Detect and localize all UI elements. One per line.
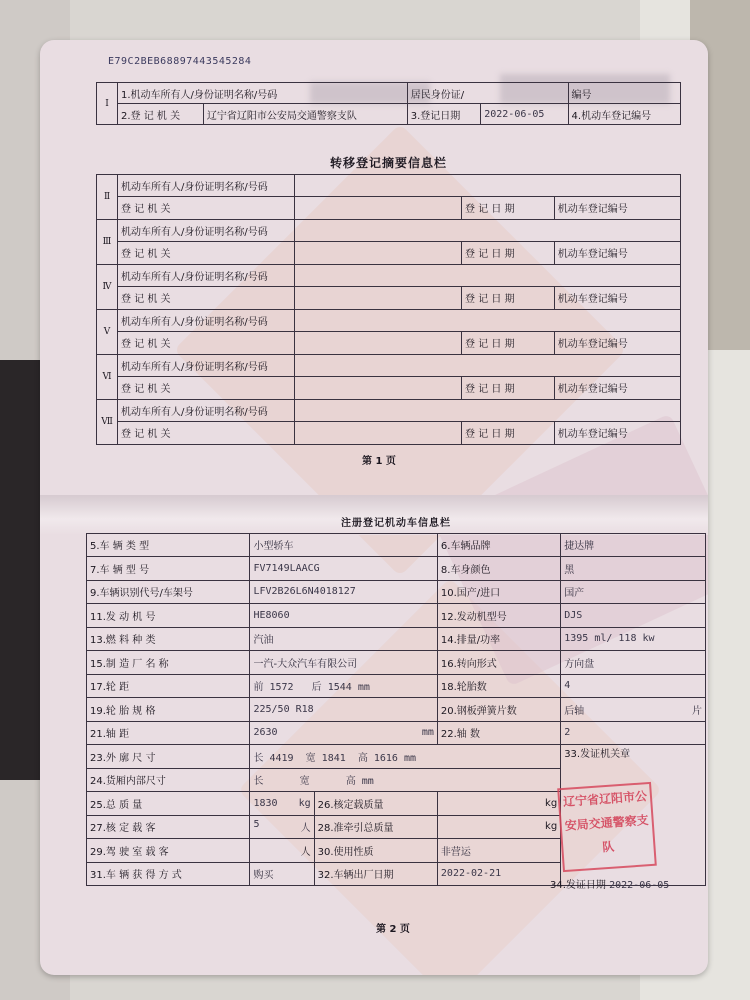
background-dark-object — [0, 360, 40, 780]
issue-date: 34.发证日期 2022-06-05 — [550, 880, 670, 891]
brand-value: 捷达牌 — [561, 533, 706, 557]
field-label: 8.车身颜色 — [437, 557, 560, 581]
field-label: 5.车 辆 类 型 — [87, 533, 250, 557]
org-value — [295, 377, 462, 400]
field-label: 20.钢板弹簧片数 — [437, 698, 560, 722]
org-value — [295, 197, 462, 220]
page-number: 第 1 页 — [362, 456, 396, 467]
org-value — [295, 287, 462, 310]
plate-label: 机动车登记编号 — [554, 287, 680, 310]
field-label: 32.车辆出厂日期 — [314, 862, 437, 886]
roman-numeral: Ⅴ — [97, 309, 118, 354]
owner-value — [295, 219, 681, 242]
owner-label: 机动车所有人/身份证明名称/号码 — [118, 309, 295, 332]
number-label: 编号 — [568, 83, 680, 104]
plate-label: 机动车登记编号 — [554, 242, 680, 265]
owner-label: 机动车所有人/身份证明名称/号码 — [118, 354, 295, 377]
registration-certificate — [40, 40, 708, 975]
usage-value: 非营运 — [437, 839, 560, 863]
axle-count-value: 2 — [561, 721, 706, 745]
spring-value: 后轴 片 — [561, 698, 706, 722]
date-label: 登 记 日 期 — [462, 422, 555, 445]
steering-value: 方向盘 — [561, 651, 706, 675]
field-label: 19.轮 胎 规 格 — [87, 698, 250, 722]
field-label: 11.发 动 机 号 — [87, 604, 250, 628]
tire-count-value: 4 — [561, 674, 706, 698]
org-label: 2.登 记 机 关 — [118, 104, 204, 125]
field-label: 10.国产/进口 — [437, 580, 560, 604]
org-label: 登 记 机 关 — [118, 377, 295, 400]
field-label: 12.发动机型号 — [437, 604, 560, 628]
field-label: 15.制 造 厂 名 称 — [87, 651, 250, 675]
vin-value: LFV2B26L6N4018127 — [250, 580, 437, 604]
org-label: 登 记 机 关 — [118, 287, 295, 310]
section-i-table — [96, 82, 681, 125]
transfer-row — [97, 332, 681, 355]
owner-label: 机动车所有人/身份证明名称/号码 — [118, 399, 295, 422]
displacement-power-value: 1395 ml/ 118 kw — [561, 627, 706, 651]
manufacturer-value: 一汽-大众汽车有限公司 — [250, 651, 437, 675]
field-label: 27.核 定 载 客 — [87, 815, 250, 839]
transfer-row — [97, 264, 681, 287]
roman-numeral: Ⅳ — [97, 264, 118, 309]
owner-value — [295, 174, 681, 197]
org-label: 登 记 机 关 — [118, 197, 295, 220]
transfer-row — [97, 377, 681, 400]
roman-numeral: Ⅵ — [97, 354, 118, 399]
field-label: 6.车辆品牌 — [437, 533, 560, 557]
date-label: 登 记 日 期 — [462, 197, 555, 220]
roman-numeral: Ⅶ — [97, 399, 118, 444]
field-label: 13.燃 料 种 类 — [87, 627, 250, 651]
transfer-summary-table — [96, 152, 681, 445]
field-label: 23.外 廓 尺 寸 — [87, 745, 250, 769]
roman-numeral: Ⅰ — [97, 83, 118, 125]
plate-label: 机动车登记编号 — [554, 377, 680, 400]
total-mass-value: 1830 kg — [250, 792, 314, 816]
plate-label: 机动车登记编号 — [554, 332, 680, 355]
org-label: 登 记 机 关 — [118, 422, 295, 445]
org-value — [295, 242, 462, 265]
field-label: 21.轴 距 — [87, 721, 250, 745]
engine-no-value: HE8060 — [250, 604, 437, 628]
roman-numeral: Ⅲ — [97, 219, 118, 264]
track-value: 前 1572 后 1544 mm — [250, 674, 437, 698]
field-label: 28.准牵引总质量 — [314, 815, 437, 839]
field-label: 18.轮胎数 — [437, 674, 560, 698]
origin-value: 国产 — [561, 580, 706, 604]
towing-mass-value: kg — [437, 815, 560, 839]
field-label: 22.轴 数 — [437, 721, 560, 745]
field-label: 7.车 辆 型 号 — [87, 557, 250, 581]
date-label: 登 记 日 期 — [462, 287, 555, 310]
transfer-row — [97, 422, 681, 445]
owner-label: 机动车所有人/身份证明名称/号码 — [118, 174, 295, 197]
seating-value: 5 人 — [250, 815, 314, 839]
transfer-row — [97, 354, 681, 377]
wheelbase-value: 2630 mm — [250, 721, 437, 745]
date-value: 2022-06-05 — [481, 104, 568, 125]
transfer-row — [97, 399, 681, 422]
org-value — [295, 332, 462, 355]
transfer-row — [97, 174, 681, 197]
date-label: 登 记 日 期 — [462, 242, 555, 265]
transfer-row — [97, 219, 681, 242]
owner-label: 机动车所有人/身份证明名称/号码 — [118, 219, 295, 242]
field-label: 31.车 辆 获 得 方 式 — [87, 862, 250, 886]
fuel-value: 汽油 — [250, 627, 437, 651]
field-label: 30.使用性质 — [314, 839, 437, 863]
transfer-row — [97, 197, 681, 220]
acquisition-value: 购买 — [250, 862, 314, 886]
field-label: 24.货厢内部尺寸 — [87, 768, 250, 792]
field-label: 29.驾 驶 室 载 客 — [87, 839, 250, 863]
transfer-row — [97, 287, 681, 310]
transfer-row — [97, 309, 681, 332]
serial-number: E79C2BEB68897443545284 — [108, 56, 252, 67]
outer-dimension-value: 长 4419 宽 1841 高 1616 mm — [250, 745, 561, 769]
field-label: 26.核定载质量 — [314, 792, 437, 816]
org-value — [295, 422, 462, 445]
page2-title: 注册登记机动车信息栏 — [341, 517, 451, 529]
plate-label: 机动车登记编号 — [554, 197, 680, 220]
owner-value — [295, 399, 681, 422]
issuing-authority-seal-cell: 33.发证机关章 — [561, 745, 706, 886]
page-number: 第 2 页 — [376, 924, 410, 935]
cab-seating-value: 人 — [250, 839, 314, 863]
date-label: 登 记 日 期 — [462, 332, 555, 355]
org-value: 辽宁省辽阳市公安局交通警察支队 — [203, 104, 407, 125]
org-label: 登 记 机 关 — [118, 242, 295, 265]
owner-value — [295, 264, 681, 287]
model-value: FV7149LAACG — [250, 557, 437, 581]
field-label: 25.总 质 量 — [87, 792, 250, 816]
field-label: 9.车辆识别代号/车架号 — [87, 580, 250, 604]
color-value: 黑 — [561, 557, 706, 581]
roman-numeral: Ⅱ — [97, 174, 118, 219]
transfer-row — [97, 242, 681, 265]
owner-label: 1.机动车所有人/身份证明名称/号码 — [118, 83, 408, 104]
owner-value — [295, 354, 681, 377]
vehicle-type-value: 小型轿车 — [250, 533, 437, 557]
org-label: 登 记 机 关 — [118, 332, 295, 355]
plate-label: 机动车登记编号 — [554, 422, 680, 445]
plate-label: 4.机动车登记编号 — [568, 104, 680, 125]
cargo-dimension-value: 长 宽 高 mm — [250, 768, 561, 792]
owner-label: 机动车所有人/身份证明名称/号码 — [118, 264, 295, 287]
rated-load-value: kg — [437, 792, 560, 816]
official-seal: 辽宁省辽阳市公安局交通警察支队 — [557, 782, 657, 872]
field-label: 16.转向形式 — [437, 651, 560, 675]
date-label: 3.登记日期 — [407, 104, 480, 125]
transfer-title: 转移登记摘要信息栏 — [329, 156, 447, 171]
owner-id-type: 居民身份证/ — [407, 83, 568, 104]
owner-value — [295, 309, 681, 332]
field-label: 14.排量/功率 — [437, 627, 560, 651]
field-label: 17.轮 距 — [87, 674, 250, 698]
factory-date-value: 2022-02-21 — [437, 862, 560, 886]
engine-model-value: DJS — [561, 604, 706, 628]
tire-spec-value: 225/50 R18 — [250, 698, 437, 722]
date-label: 登 记 日 期 — [462, 377, 555, 400]
